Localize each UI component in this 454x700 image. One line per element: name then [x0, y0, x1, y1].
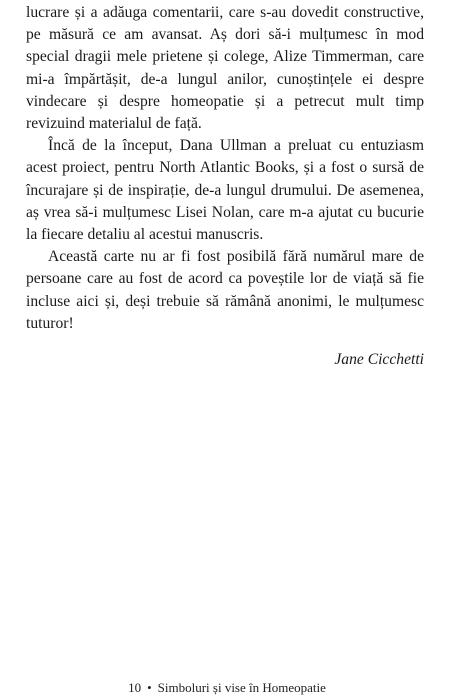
author-signature: Jane Cicchetti	[334, 351, 424, 369]
footer-separator: •	[147, 680, 152, 695]
page-footer	[0, 680, 454, 696]
running-title: Simboluri și vise în Homeopatie	[157, 680, 326, 695]
paragraph-thanks-all: Această carte nu ar fi fost posibilă fără numărul mare de persoane care au fost de acord ca poveștile lor de viață să fie incluse aici și, deși trebuie să rămână anonimi, le mulțumesc tuturor!	[26, 248, 424, 332]
paragraph-continuation: lucrare și a adăuga comentarii, care s-au dovedit constructive, pe măsură ce am avansat. Aș dori să-i mulțumesc în mod special dragii mele prietene și colege, Alize Timmerman, care mi-a împărtășit, de-a lungul anilor, cunoștințele ei despre vindecare și despre homeopatie și a petrecut mult timp revizuind materialul de față.	[26, 4, 424, 133]
paragraph-dana-ullman: Încă de la început, Dana Ullman a preluat cu entuziasm acest proiect, pentru North Atlantic Books, și a fost o sursă de încurajare și de inspirație, de-a lungul drumului. De asemenea, aș vrea să-i mulțumesc Lisei Nolan, care m-a ajutat cu bucurie la fiecare detaliu al acestui manuscris.	[26, 137, 424, 244]
page-number: 10	[128, 680, 142, 695]
page-body	[26, 2, 424, 371]
